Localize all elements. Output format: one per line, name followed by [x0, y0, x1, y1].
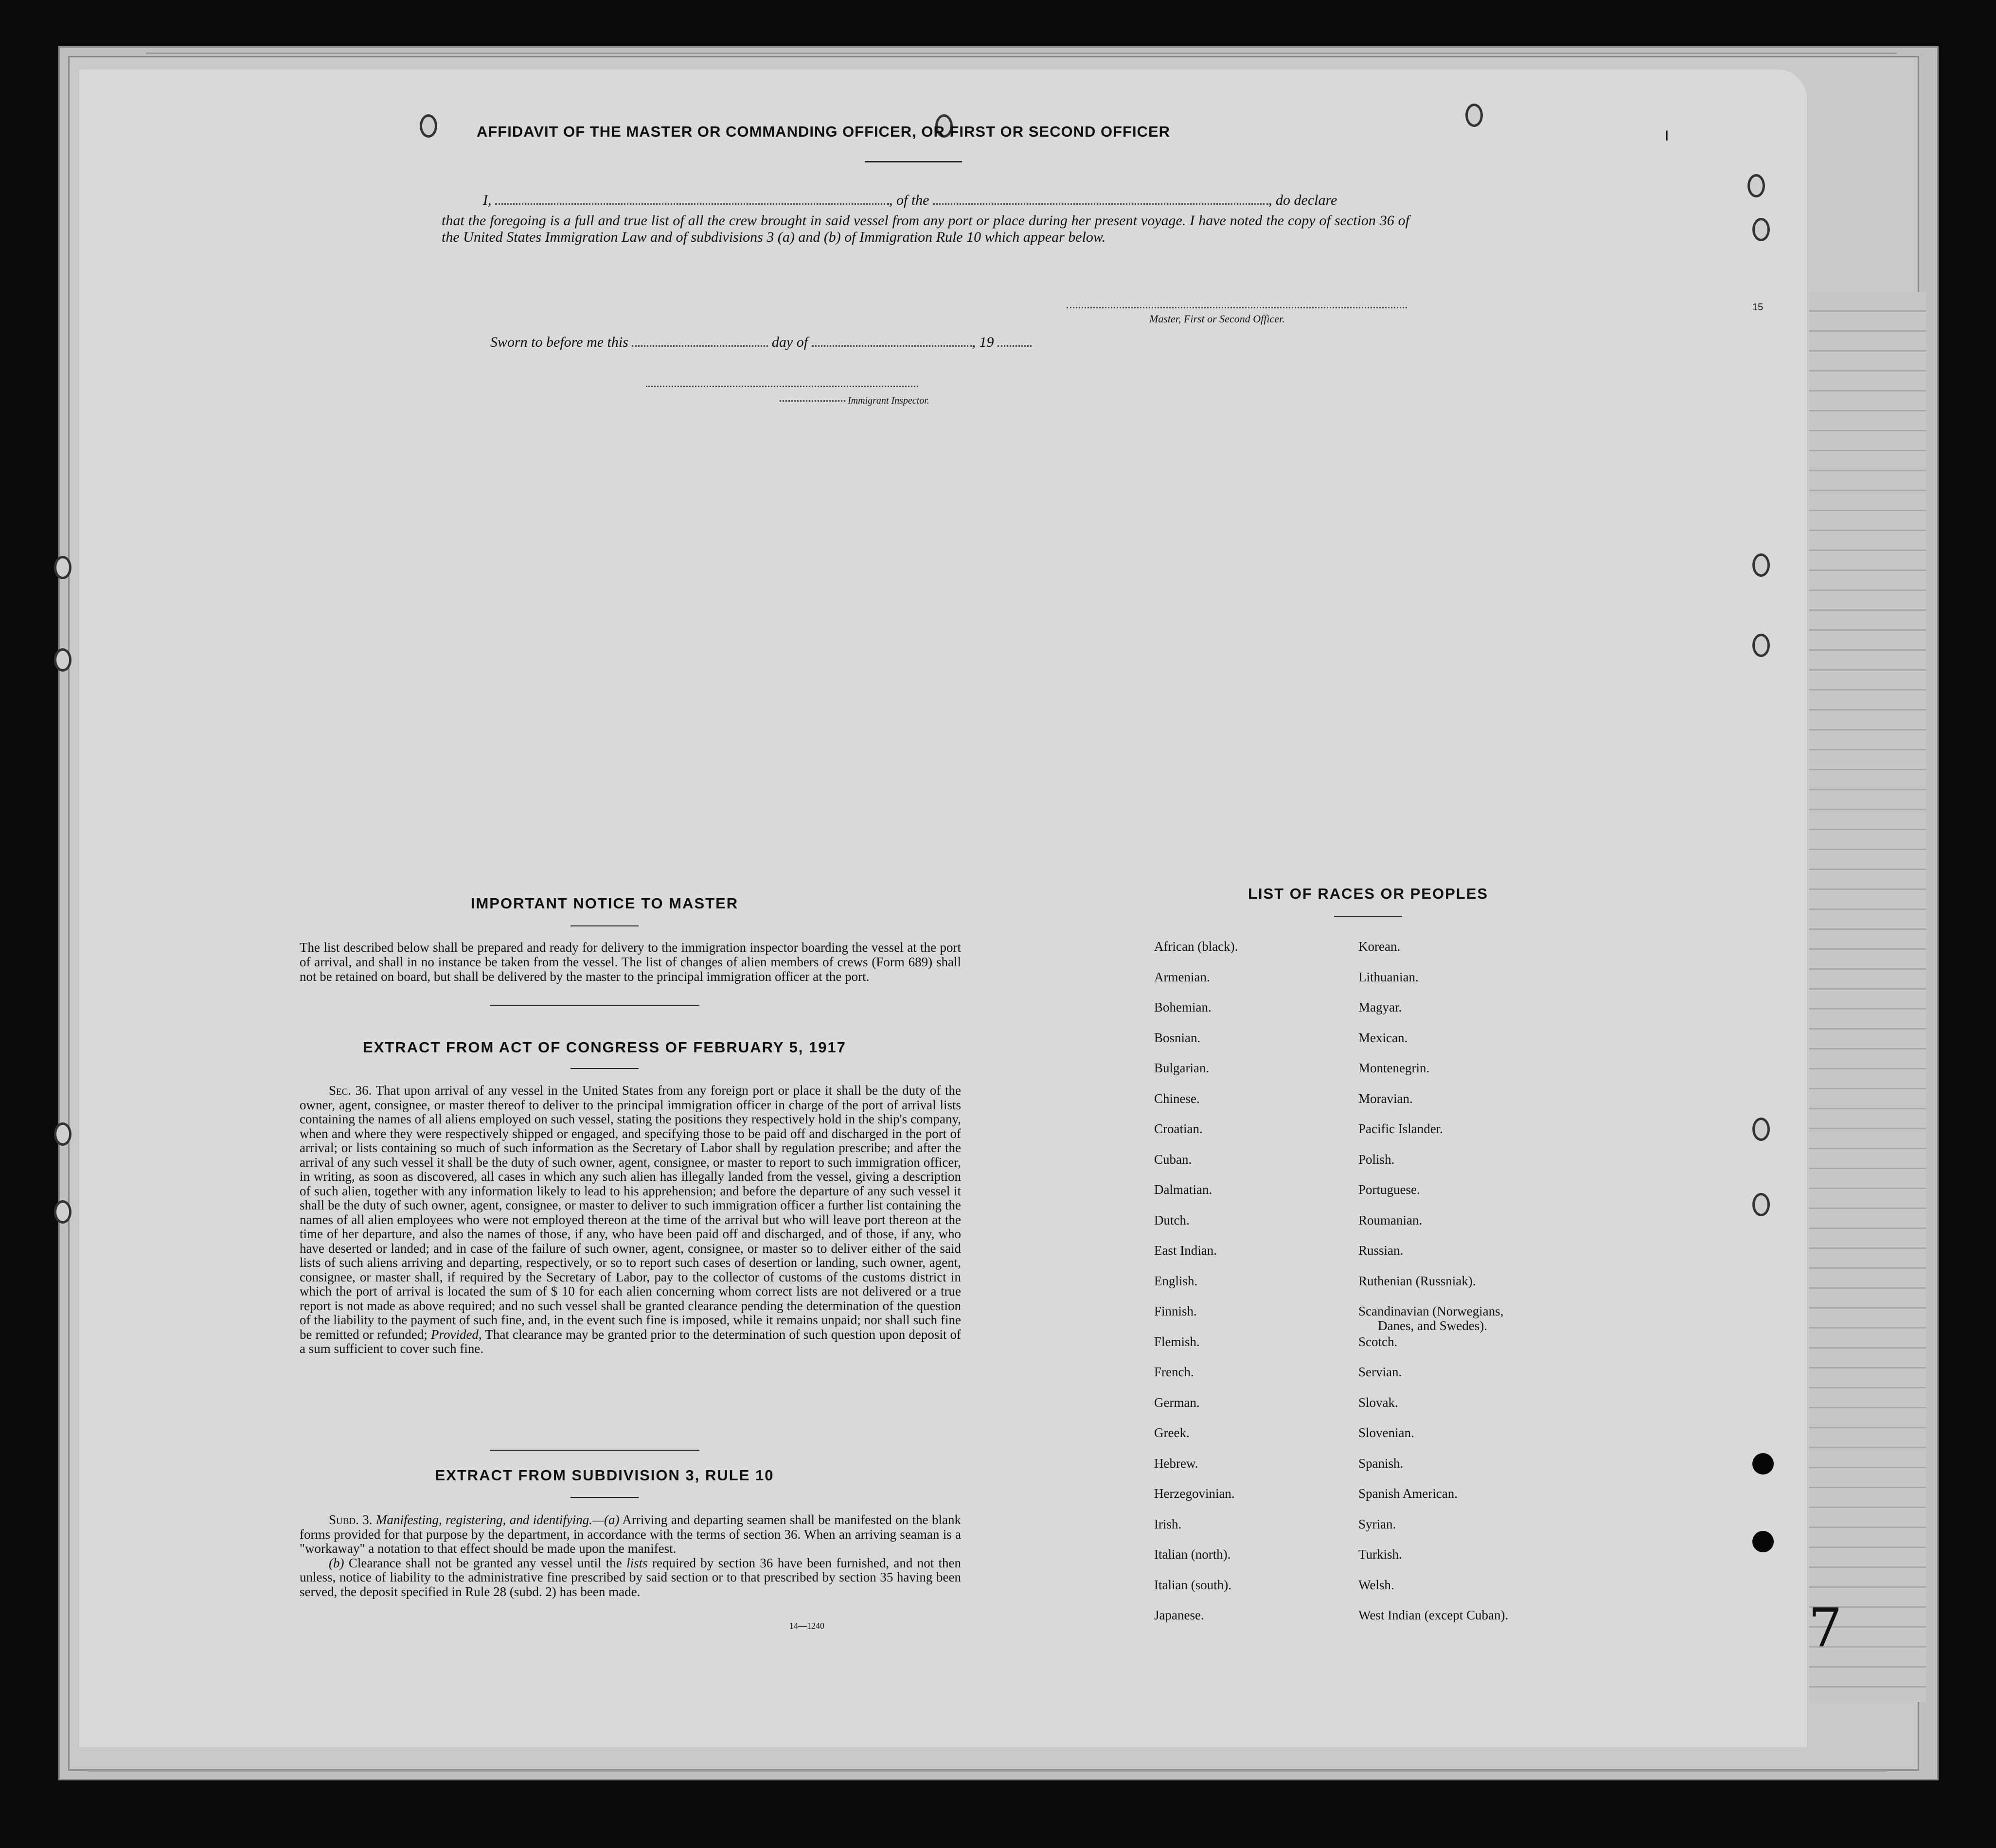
races-col-1 [1154, 939, 1358, 1698]
binder-hole [1752, 553, 1770, 577]
race-item: Bulgarian. [1154, 1061, 1210, 1075]
punched-hole [1752, 1531, 1774, 1552]
year-field [998, 345, 1032, 347]
race-item: Italian (south). [1154, 1577, 1231, 1592]
subd-b-label: (b) [329, 1555, 344, 1570]
section-36-body: That upon arrival of any vessel in the United States from any foreign port or place it shall be the duty of the owner, agent, consignee, or master thereof to deliver to the principal immigration officer in charge of the port of arrival lists containing the names of all aliens employed on such vessel, stating the positions they respectively hold in the ship's company, when and where they were respectively shipped or engaged, and specifying those to be paid off and discharged in the port of arrival; or lists containing so much of such information as the Secretary of Labor shall by regulation prescribe; and after the arrival of any such vessel it shall be the duty of such owner, agent, consignee, or master to report to such immigration officer, in writing, as soon as discovered, all cases in which any such alien has illegally landed from the vessel, giving a description of such alien, together with any information likely to lead to his apprehension; and before the departure of any such vessel it shall be the duty of such owner, agent, consignee, or master to deliver to such immigration officer a further list containing the names of all alien employees who were not employed thereon at the time of the arrival but who will leave port thereon at the time of her departure, and also the names of those, if any, who have been paid off and discharged, and of those, if any, who have deserted or landed; and in case of the failure of such owner, agent, consignee, or master so to deliver either of the said lists of such aliens arriving and departing, respectively, or so to report such cases of desertion or landing, such owner, agent, consignee, or master shall, if required by the Secretary of Labor, pay to the collector of customs of the customs district in which the port of arrival is located the sum of $ 10 for each alien concerning whom correct lists are not delivered or a true report is not made as above required; and no such vessel shall be granted clearance pending the determination of the question of the liability to the payment of such fine, and, in the event such fine is imposed, while it remains unpaid; nor shall such fine be remitted or refunded; [300, 1083, 961, 1342]
form-number: 14—1240 [789, 1621, 824, 1631]
signature-field [1067, 307, 1407, 308]
race-item: Scotch. [1358, 1334, 1398, 1349]
races-col-2 [1358, 939, 1631, 1698]
race-item: Dutch. [1154, 1212, 1190, 1227]
subd-para-a: Arriving and departing seamen shall be manifested on the blank forms provided for that purpose by the department, in accordance with the terms of section 36. When an arriving seaman is a "workaway" a notation to that effect should be made upon the manifest. [300, 1512, 962, 1556]
race-item: Lithuanian. [1358, 969, 1419, 984]
race-item: Spanish American. [1358, 1486, 1458, 1501]
document-page [79, 70, 1842, 1747]
affidavit-declare: , do declare [1268, 192, 1337, 208]
binder-hole [54, 648, 71, 672]
title-underline [865, 161, 962, 162]
signature-label: Master, First or Second Officer. [1149, 313, 1285, 325]
race-item: Pacific Islander. [1358, 1121, 1443, 1136]
affidavit-i: I, [483, 192, 492, 208]
binder-hole [1752, 218, 1770, 241]
race-item: Portuguese. [1358, 1182, 1420, 1197]
sworn-day-of: day of [771, 334, 808, 350]
race-item: African (black). [1154, 939, 1238, 954]
race-item: Greek. [1154, 1425, 1190, 1440]
race-item: Croatian. [1154, 1121, 1203, 1136]
race-item: Herzegovinian. [1154, 1486, 1235, 1501]
race-item: Magyar. [1358, 1000, 1402, 1014]
race-item: Servian. [1358, 1365, 1402, 1379]
subd-heading: Manifesting, registering, and identifying.—(a) [376, 1512, 620, 1527]
race-item: Ruthenian (Russniak). [1358, 1273, 1476, 1288]
races-title: LIST OF RACES OR PEOPLES [1248, 885, 1489, 902]
extract-act-title: EXTRACT FROM ACT OF CONGRESS OF FEBRUARY 5, 1917 [363, 1039, 846, 1056]
race-item: Japanese. [1154, 1608, 1204, 1622]
binder-hole [1752, 634, 1770, 657]
section-36-text [300, 1084, 961, 1356]
race-item: Spanish. [1358, 1456, 1404, 1471]
race-item: Russian. [1358, 1243, 1404, 1258]
race-item: Finnish. [1154, 1304, 1197, 1318]
affidavit-of-the: , of the [889, 192, 929, 208]
inspector-short-field [780, 400, 845, 402]
notice-body: The list described below shall be prepared and ready for delivery to the immigration inspector boarding the vessel at the port of arrival, and shall in no instance be taken from the vessel. The list of changes of alien members of crews (Form 689) shall not be retained on board, but shall be delivered by the master to the principal immigration officer at the port. [300, 940, 961, 984]
race-item: Montenegrin. [1358, 1061, 1430, 1075]
inspector-label: Immigrant Inspector. [848, 395, 929, 406]
extract-act-divider [490, 1450, 699, 1451]
vessel-field [933, 203, 1268, 205]
race-item: Korean. [1358, 939, 1401, 954]
extract-rule-title: EXTRACT FROM SUBDIVISION 3, RULE 10 [435, 1467, 774, 1484]
binder-hole [1752, 1118, 1770, 1141]
binder-hole [1465, 104, 1483, 127]
extract-rule-underline [570, 1497, 639, 1498]
race-item: Flemish. [1154, 1334, 1200, 1349]
tab-number: 15 [1752, 302, 1764, 313]
race-item: Cuban. [1154, 1152, 1192, 1167]
race-item: Syrian. [1358, 1516, 1396, 1531]
punched-hole [1752, 1453, 1774, 1475]
race-item: Roumanian. [1358, 1212, 1423, 1227]
provided-word: Provided, [430, 1327, 482, 1342]
stack-edge-top [146, 53, 1897, 54]
section-label: Sec. 36. [329, 1083, 372, 1098]
race-item: Slovak. [1358, 1395, 1398, 1410]
notice-underline [570, 925, 639, 926]
race-item: Bohemian. [1154, 1000, 1212, 1014]
subd-para-b-1: Clearance shall not be granted any vessel until the [348, 1555, 622, 1570]
race-item: English. [1154, 1273, 1198, 1288]
race-item: East Indian. [1154, 1243, 1217, 1258]
race-item: Hebrew. [1154, 1456, 1198, 1471]
sworn-line [490, 334, 1032, 351]
day-field [632, 345, 768, 347]
affidavit-declaration-line [483, 192, 1407, 209]
sworn-year: , 19 [972, 334, 994, 350]
race-item: French. [1154, 1365, 1194, 1379]
ruled-sheet-behind [1809, 292, 1926, 1702]
race-item: Moravian. [1358, 1091, 1413, 1106]
corner-mark: I [1665, 128, 1669, 144]
race-item: Mexican. [1358, 1030, 1408, 1045]
race-item-continuation: Danes, and Swedes). [1378, 1318, 1487, 1333]
extract-act-underline [570, 1068, 639, 1069]
page-number: 7 [1808, 1597, 1842, 1659]
subd-para-b-2: required by section 36 have been furnished, and not then unless, notice of liability to the administrative fine prescribed by said section or to that prescribed by section 35 having been served, the deposit specified in Rule 28 (subd. 2) has been made. [300, 1555, 962, 1599]
race-item: Welsh. [1358, 1577, 1394, 1592]
race-item: Dalmatian. [1154, 1182, 1212, 1197]
binder-hole [1752, 1193, 1770, 1216]
race-item: German. [1154, 1395, 1200, 1410]
race-item: Scandinavian (Norwegians, [1358, 1304, 1504, 1318]
race-item: Chinese. [1154, 1091, 1200, 1106]
sworn-prefix: Sworn to before me this [490, 334, 628, 350]
notice-divider [490, 1005, 699, 1006]
notice-title: IMPORTANT NOTICE TO MASTER [470, 895, 739, 912]
binder-hole [54, 556, 71, 579]
subd-para-b-lists: lists [626, 1555, 648, 1570]
binder-hole [54, 1122, 71, 1146]
race-item: Turkish. [1358, 1547, 1402, 1562]
rule-10-text [300, 1513, 961, 1599]
binder-hole [1747, 174, 1765, 197]
races-underline [1334, 916, 1402, 917]
subd-label: Subd. 3. [329, 1512, 373, 1527]
race-item: Slovenian. [1358, 1425, 1414, 1440]
section-36-end: That clearance may be granted prior to the determination of such question upon deposit of a sum sufficient to cover such fine. [300, 1327, 961, 1356]
inspector-signature-field [646, 386, 918, 387]
race-item: Italian (north). [1154, 1547, 1231, 1562]
name-field [495, 203, 889, 205]
race-item: Polish. [1358, 1152, 1395, 1167]
affidavit-body: that the foregoing is a full and true list of all the crew brought in said vessel from any port or place during her present voyage. I have noted the copy of section 36 of the United States Immigration Law and of subdivisions 3 (a) and (b) of Immigration Rule 10 which appear below. [442, 213, 1409, 245]
binder-hole [54, 1200, 71, 1224]
race-item: West Indian (except Cuban). [1358, 1608, 1509, 1622]
race-item: Irish. [1154, 1516, 1182, 1531]
stack-edge-bottom [88, 1770, 1887, 1772]
month-field [812, 345, 972, 347]
affidavit-title: AFFIDAVIT OF THE MASTER OR COMMANDING OFFICER, OR FIRST OR SECOND OFFICER [476, 123, 1171, 140]
race-item: Armenian. [1154, 969, 1210, 984]
race-item: Bosnian. [1154, 1030, 1201, 1045]
